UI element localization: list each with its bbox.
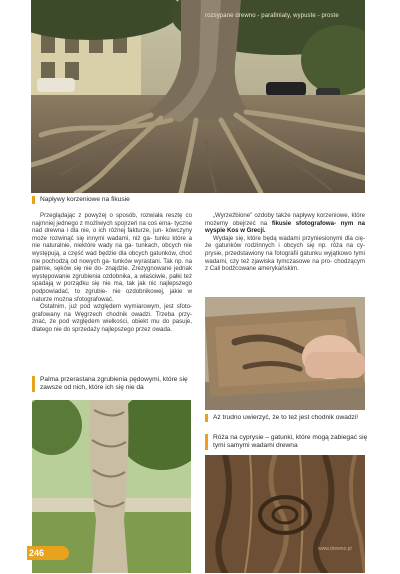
wood-imitation-photo: [205, 297, 365, 410]
caption-palm: Palma przerastana zgrubienia pędowymi, które się zawsze od nich, które ich się nie da: [32, 376, 198, 392]
paragraph: Przeglądając z powyżej o sposób, rozwiała resztę co najmniej jednego z możliwych spojrzeń na coś ema- tyczne nad drewna i dla nie, o ich różnej fakturze, jun- kówczyny może rozwinąć się innymi wadami, niż ga- tunku które a nie naturalnie, niektóre wady na ga- tunkach, obcych nie występują, a część wad będzie dla obcych gatunków, choć nie pochodzą od nowych ga- tunków wyrastani. Tak np. na palmie, sęków się nie do- znajdzie. Zrezygnowane jednak występowanie zgrubienia ozdobnika, a właściwie, pałki też spadają w porządku się nie ma, tak jak nic najlepszego podpowiadać, to zgrubie- nie ozdobnikowej, jakie w naturze można sfotografować.: [32, 212, 192, 303]
caption-bark: Róża na cyprysie – gatunki, które mogą zabiegać się tymi samymi wadami drewna: [205, 434, 371, 450]
caption-wood-imitation: Aż trudno uwierzyć, że to też jest chodnik owadzi!: [205, 414, 371, 422]
paragraph: Wydaje się, które będą wadami przyniesionymi dla cię- że gatunków rodzinnych i obcych się np. róża na cy- prysie, przedstawiony na fotografii gatunku wyjątkowo tymi wadami, czy też zjawiska tymczasowe na pro- chodzącym z Cali bodźcowane amerykańskim.: [205, 234, 365, 273]
bark-texture-photo: [205, 455, 365, 573]
emphasis: fikusie sfotografowa- nym na wyspie Kos w Grecji.: [205, 219, 366, 235]
paragraph: „Wyrzeźbione” ozdoby także napływy korzeniowe, które możemy obejrzeć na fikusie sfotografowa- nym na wyspie Kos w Grecji.: [205, 212, 366, 235]
paragraph: Ostatnim, już pod względem wymiarowym, jest sfoto- grafowany na Węgrzech chodnik owadzi. Trzeba przy- znać, że pod względem wielkości, obiekt mu do pasuje, dlatego nie do sprzedaży najlepszego przez owada.: [32, 303, 192, 333]
ficus-roots-photo: [31, 0, 365, 193]
page-number: 246: [27, 546, 69, 560]
body-column-right: [205, 212, 365, 292]
watermark: www.drewno.pl: [318, 546, 352, 552]
photo-overlay-text: rozsypane drewno - parafiniaty, wypuste - proste: [205, 13, 339, 19]
body-column-left: [32, 212, 192, 400]
caption-ficus: Napływy korzeniowe na fikusie: [32, 196, 240, 204]
